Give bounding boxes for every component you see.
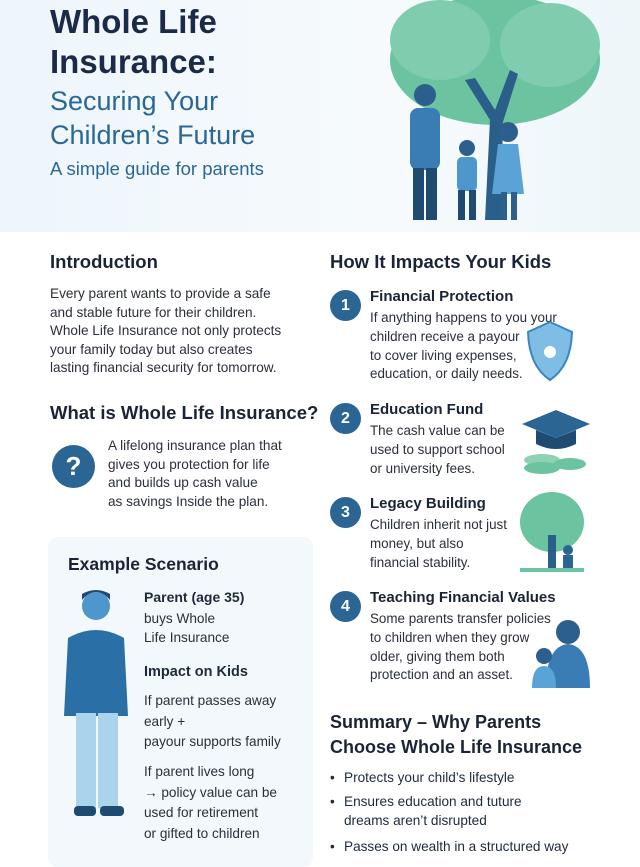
parent-body: buys Whole Life Insurance [144, 611, 230, 645]
example-heading: Example Scenario [68, 554, 219, 574]
number-badge-3: 3 [330, 497, 361, 528]
impacts-heading: How It Impacts Your Kids [330, 251, 552, 272]
parent-label: Parent (age 35) [144, 589, 245, 605]
impact-title-2: Education Fund [370, 401, 484, 418]
number-badge-1: 1 [330, 290, 361, 321]
family-tree-illustration [380, 0, 610, 230]
impact-title-3: Legacy Building [370, 495, 486, 512]
impact-title-1: Financial Protection [370, 288, 514, 305]
scenario-long-life: If parent lives long → policy value can be used for retirement or gifted to children [144, 764, 277, 841]
number-badge-4: 4 [330, 591, 361, 622]
impact-body-2: The cash value can be used to support school or university fees. [370, 423, 505, 476]
summary-heading-line1: Summary – Why Parents [330, 712, 542, 732]
summary-bullet-2: • Ensures education and tuture dreams aren’t disrupted [330, 792, 522, 830]
impact-title-4: Teaching Financial Values [370, 589, 556, 606]
tagline: A simple guide for parents [50, 158, 264, 179]
number-badge-2: 2 [330, 403, 361, 434]
impact-body-1: If anything happens to you your children receive a payour to cover living expenses, education, or daily needs. [370, 310, 557, 382]
introduction-heading: Introduction [50, 251, 158, 272]
summary-bullet-1: • Protects your child’s lifestyle [330, 768, 515, 787]
subtitle-line2: Children’s Future [50, 120, 256, 150]
impact-body-4: Some parents transfer policies to children when they grow older, giving them both protection and an asset. [370, 611, 551, 683]
parent-child-icon [528, 618, 592, 688]
introduction-body: Every parent wants to provide a safe and stable future for their children. Whole Life Insurance not only protects your family today but also creates lasting financial security for tomorrow. [50, 286, 282, 376]
question-icon: ? [52, 445, 95, 488]
subtitle-line1: Securing Your [50, 86, 219, 116]
scenario-early-death: If parent passes away early + payour supports family [144, 693, 281, 749]
impact-body-3: Children inherit not just money, but also financial stability. [370, 517, 507, 570]
summary-heading-line2: Choose Whole Life Insurance [330, 737, 583, 757]
tree-icon [518, 490, 586, 572]
graduation-cap-icon [520, 408, 592, 476]
title-line1: Whole Life [50, 3, 217, 40]
parent-figure-icon [62, 588, 134, 823]
shield-icon [525, 318, 575, 382]
what-is-body: A lifelong insurance plan that gives you protection for life and builds up cash value as savings Inside the plan. [108, 438, 282, 509]
what-is-heading: What is Whole Life Insurance? [50, 402, 319, 423]
impact-on-kids-heading: Impact on Kids [144, 664, 248, 680]
title-line2: Insurance: [50, 43, 217, 80]
summary-bullet-3: • Passes on wealth in a structured way [330, 837, 568, 856]
